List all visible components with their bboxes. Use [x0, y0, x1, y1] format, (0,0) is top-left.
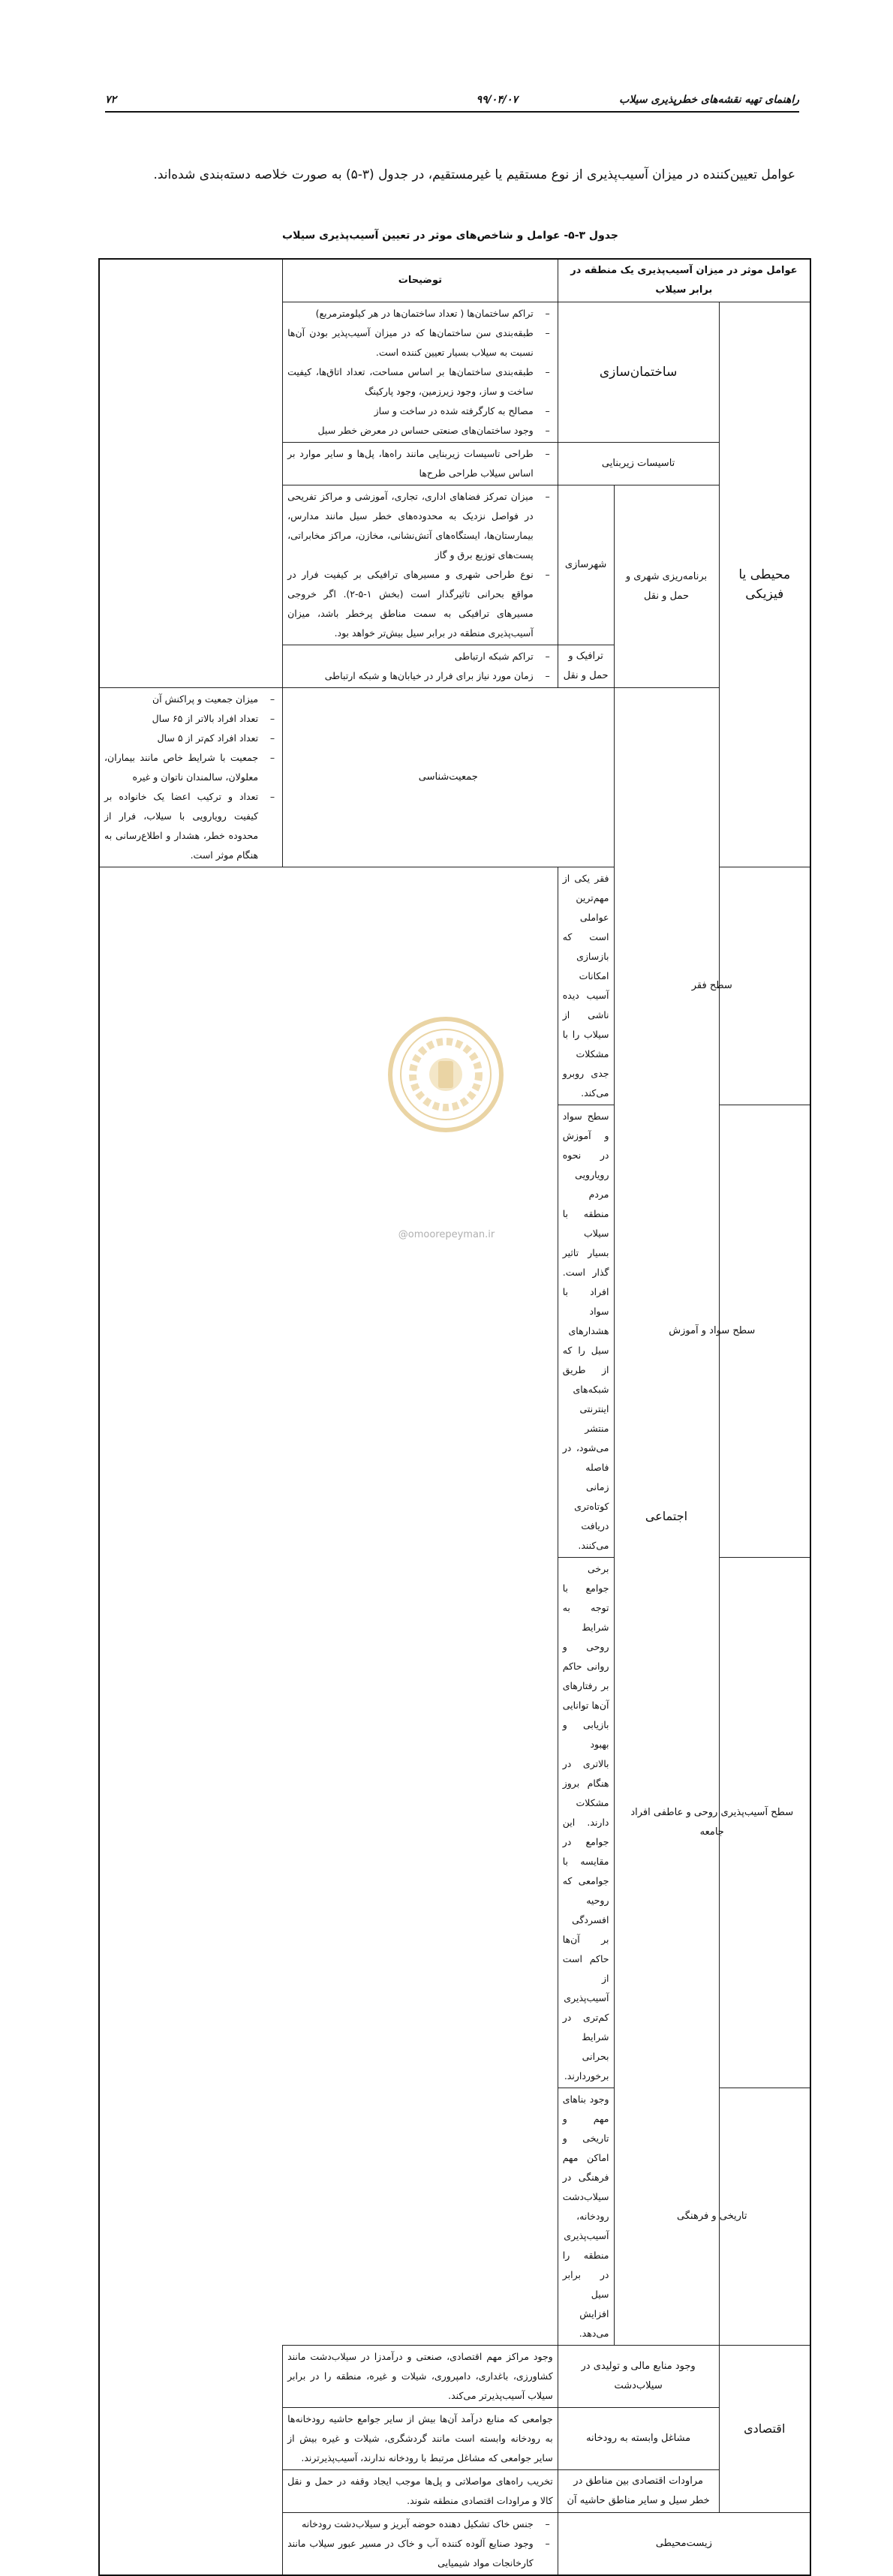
- description-cell: سطح سواد و آموزش در نحوه رویارویی مردم منطقه با سیلاب بسیار تاثیر گذار است. افراد با سواد هشدارهای سیل را که از طریق شبکه‌های اینترنتی منتشر می‌شود، در فاصله زمانی کوتاه‌تری دریافت می‌کنند.: [558, 1105, 614, 1558]
- list-item: – زمان مورد نیاز برای فرار در خیابان‌ها و شبکه ارتباطی: [287, 666, 553, 686]
- header-description: توضیحات: [283, 259, 558, 302]
- description-cell: [283, 485, 558, 645]
- subcategory-literacy: سطح سواد و آموزش: [614, 1105, 810, 1558]
- description-cell: وجود مراکز مهم اقتصادی، صنعتی و درآمدزا در سیلاب‌دشت مانند کشاورزی، باغداری، دامپروری، شیلات و غیره، منطقه را در برابر سیلاب آسیب‌پذیرتر می‌کند.: [283, 2346, 558, 2408]
- list-item: – میزان جمعیت و پراکنش آن: [104, 690, 278, 709]
- list-item: – تعداد افراد کم‌تر از ۵ سال: [104, 729, 278, 748]
- category-social: اجتماعی: [614, 688, 719, 2346]
- list-item: – تعداد و ترکیب اعضا یک خانواده بر کیفیت رویارویی با سیلاب، فرار از محدوده خطر، هشدار و اطلاع‌رسانی به هنگام موثر است.: [104, 787, 278, 865]
- description-cell: [283, 443, 558, 485]
- watermark-seal-icon: [386, 1014, 506, 1135]
- table-row: [99, 2470, 810, 2513]
- bullet-list: [287, 444, 553, 483]
- description-cell: [99, 688, 283, 867]
- list-item: – طراحی تاسیسات زیربنایی مانند راه‌ها، پل‌ها و سایر موارد بر اساس سیلاب طراحی طرح‌ها: [287, 444, 553, 483]
- table-row: [99, 443, 810, 485]
- description-cell: تخریب راه‌های مواصلاتی و پل‌ها موجب ایجاد وقفه در حمل و نقل کالا و مراودات اقتصادی منطقه شوند.: [283, 2470, 558, 2513]
- table-row: [99, 688, 810, 867]
- category-environment: زیست‌محیطی: [558, 2513, 810, 2576]
- list-item: – جمعیت با شرایط خاص مانند بیماران، معلولان، سالمندان ناتوان و غیره: [104, 748, 278, 787]
- vulnerability-table: [98, 258, 811, 2576]
- list-item: – تعداد افراد بالاتر از ۶۵ سال: [104, 709, 278, 729]
- table-row: [99, 2513, 810, 2576]
- subcategory-trade: مراودات اقتصادی بین مناطق در خطر سیل و سایر مناطق حاشیه آن: [558, 2470, 719, 2513]
- table-row: [99, 2088, 810, 2346]
- category-economic: اقتصادی: [719, 2346, 810, 2513]
- header-title: راهنمای تهیه نقشه‌های خطرپذیری سیلاب: [619, 94, 799, 106]
- list-item: – تراکم ساختمان‌ها ( تعداد ساختمان‌ها در هر کیلومترمربع): [287, 304, 553, 323]
- list-item: – میزان تمرکز فضاهای اداری، تجاری، آموزشی و مراکز تفریحی در فواصل نزدیک به محدوده‌های خطر سیل مانند مدارس، بیمارستان‌ها، ایستگاه‌های آتش‌نشانی، مخازن، مراکز مخابراتی، پست‌های توزیع برق و گاز: [287, 487, 553, 565]
- description-cell: وجود بناهای مهم و تاریخی و اماکن مهم فرهنگی در سیلاب‌دشت رودخانه، آسیب‌پذیری منطقه را در برابر سیل افزایش می‌دهد.: [558, 2088, 614, 2346]
- list-item: – وجود صنایع آلوده کننده آب و خاک در مسیر عبور سیلاب مانند کارخانجات مواد شیمیایی: [287, 2534, 553, 2573]
- table-row: [99, 485, 810, 645]
- bullet-list: [287, 304, 553, 440]
- description-cell: فقر یکی از مهم‌ترین عواملی است که بازسازی امکانات آسیب دیده ناشی از سیلاب را با مشکلات جدی روبرو می‌کند.: [558, 867, 614, 1105]
- intro-paragraph: عوامل تعیین‌کننده در میزان آسیب‌پذیری از نوع مستقیم یا غیرمستقیم، در جدول (۳-۵) به صورت خلاصه دسته‌بندی شده‌اند.: [153, 167, 795, 182]
- table-row: [99, 1105, 810, 1558]
- description-cell: جوامعی که منابع درآمد آن‌ها بیش از سایر جوامع حاشیه رودخانه‌ها به رودخانه وابسته است مانند گردشگری، شیلات و غیره بیش از سایر جوامعی که مشاغل مرتبط با رودخانه ندارند، آسیب‌پذیرترند.: [283, 2408, 558, 2470]
- subcategory-resources: وجود منابع مالی و تولیدی در سیلاب‌دشت: [558, 2346, 719, 2408]
- table-row: [99, 1558, 810, 2088]
- header-date: ۹۹/۰۴/۰۷: [476, 94, 518, 106]
- subcategory-poverty: سطح فقر: [614, 867, 810, 1105]
- list-item: – وجود ساختمان‌های صنعتی حساس در معرض خطر سیل: [287, 421, 553, 440]
- bullet-list: [287, 2514, 553, 2573]
- list-item: – طبقه‌بندی ساختمان‌ها بر اساس مساحت، تعداد اتاق‌ها، کیفیت ساخت و ساز، وجود زیرزمین، وجود پارکینگ: [287, 362, 553, 401]
- category-physical: محیطی یا فیزیکی: [719, 302, 810, 867]
- bullet-list: [287, 647, 553, 686]
- subcategory-jobs: مشاغل وابسته به رودخانه: [558, 2408, 719, 2470]
- subcategory-urban-planning: برنامه‌ریزی شهری و حمل و نقل: [614, 485, 719, 688]
- subcategory-traffic: ترافیک و حمل و نقل: [558, 645, 614, 688]
- subcategory-construction: ساختمان‌سازی: [558, 302, 719, 443]
- bullet-list: [104, 690, 278, 865]
- watermark-url: @omoorepeyman.ir: [398, 1229, 495, 1240]
- list-item: – نوع طراحی شهری و مسیرهای ترافیکی بر کیفیت فرار در مواقع بحرانی تاثیرگذار است (بخش ۱-۵-۲). اگر خروجی مسیرهای ترافیکی به سمت مناطق پرخطر باشد، میزان آسیب‌پذیری منطقه در برابر سیل بیش‌تر خواهد بود.: [287, 565, 553, 643]
- table-caption: جدول ۳-۵- عوامل و شاخص‌های موثر در تعیین آسیب‌پذیری سیلاب: [282, 230, 618, 242]
- page-header: [105, 94, 799, 110]
- bullet-list: [287, 487, 553, 643]
- subcategory-psychological: سطح آسیب‌پذیری روحی و عاطفی افراد جامعه: [614, 1558, 810, 2088]
- table-row: [99, 302, 810, 443]
- description-cell: [283, 302, 558, 443]
- table-row: [99, 2408, 810, 2470]
- subcategory-infrastructure: تاسیسات زیربنایی: [558, 443, 719, 485]
- header-rule: [105, 111, 799, 113]
- description-cell: برخی جوامع با توجه به شرایط روحی و روانی حاکم بر رفتارهای آن‌ها توانایی بازیابی و بهبود بالاتری در هنگام بروز مشکلات دارند. این جوامع در مقایسه با جوامعی که روحیه افسردگی بر آن‌ها حاکم است از آسیب‌پذیری کم‌تری در شرایط بحرانی برخوردارند.: [558, 1558, 614, 2088]
- page-number: ۷۲: [105, 94, 117, 106]
- table-header-row: [99, 259, 810, 302]
- list-item: – مصالح به کارگرفته شده در ساخت و ساز: [287, 401, 553, 421]
- subcategory-urbanism: شهرسازی: [558, 485, 614, 645]
- table-row: [99, 2346, 810, 2408]
- list-item: – طبقه‌بندی سن ساختمان‌ها که در میزان آسیب‌پذیر بودن آن‌ها نسبت به سیلاب بسیار تعیین کننده است.: [287, 323, 553, 362]
- list-item: – جنس خاک تشکیل دهنده حوضه آبریز و سیلاب‌دشت رودخانه: [287, 2514, 553, 2534]
- list-item: – تراکم شبکه ارتباطی: [287, 647, 553, 666]
- subcategory-demography: جمعیت‌شناسی: [283, 688, 614, 867]
- description-cell: [283, 2513, 558, 2576]
- description-cell: [283, 645, 558, 688]
- subcategory-heritage: تاریخی و فرهنگی: [614, 2088, 810, 2346]
- header-factors: عوامل موثر در میزان آسیب‌پذیری یک منطقه در برابر سیلاب: [558, 259, 810, 302]
